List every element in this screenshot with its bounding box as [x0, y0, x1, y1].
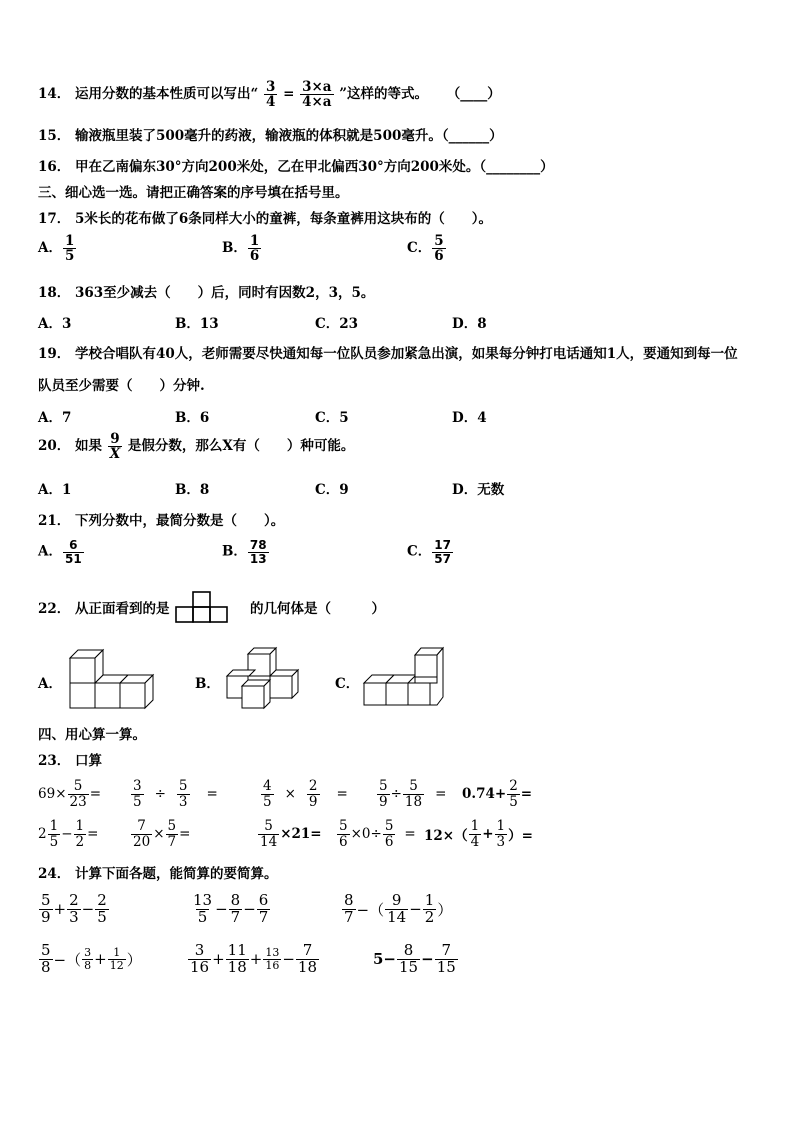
- q17-number: 17．: [38, 211, 71, 227]
- q19-option-d[interactable]: D．4: [452, 410, 487, 426]
- q23-title: 口算: [75, 753, 102, 769]
- question-19: [38, 342, 738, 362]
- q24-row-1: [0, 888, 794, 930]
- question-14: [38, 80, 501, 109]
- q17-option-b-fraction: $\frac{1}{6}$: [249, 233, 260, 265]
- q23-r1-item-d[interactable]: $\frac{5}{9}$ ÷ $\frac{5}{18}$ =: [379, 778, 447, 810]
- question-18: [38, 281, 374, 301]
- q24-item-e[interactable]: $\frac{3}{16}$ + $\frac{11}{18}$ + $\frac{13}{16}$ − $\frac{7}{18}$: [190, 940, 318, 976]
- q18-option-a[interactable]: A．3: [38, 316, 72, 332]
- q22-option-b[interactable]: B．: [195, 676, 220, 692]
- question-21: [38, 509, 284, 529]
- q21-option-b[interactable]: B． $\frac{78}{13}$: [222, 538, 267, 566]
- q19-text-line1: 学校合唱队有40人，老师需要尽快通知每一位队员参加紧急出演，如果每分钟打电话通知1人，要通知到每一位: [75, 346, 738, 362]
- q24-item-a[interactable]: $\frac{5}{9}$ + $\frac{2}{3}$ − $\frac{2}{5}$: [41, 890, 107, 926]
- q14-text-pre: 运用分数的基本性质可以写出“: [75, 86, 259, 103]
- q24-item-c[interactable]: $\frac{8}{7}$ −（ $\frac{9}{14}$ − $\frac{1}{2}$ ）: [344, 890, 453, 926]
- q20-text-pre: 如果: [75, 438, 102, 455]
- q23-r2-item-c[interactable]: $\frac{5}{14}$ ×21=: [260, 818, 322, 850]
- q19-text-line2: 队员至少需要（ ）分钟.: [38, 378, 205, 394]
- q22-option-a-figure: [68, 648, 163, 710]
- q20-option-c[interactable]: C．9: [315, 482, 349, 498]
- q23-r1-item-a[interactable]: 69 × $\frac{5}{23}$ =: [38, 778, 101, 810]
- q20-option-d[interactable]: D．无数: [452, 482, 505, 498]
- q17-option-b[interactable]: B． $\frac{1}{6}$: [222, 233, 260, 265]
- q19-option-c[interactable]: C．5: [315, 410, 349, 426]
- q22-front-view-figure: [175, 590, 230, 624]
- q23-r1-item-b[interactable]: $\frac{3}{5}$ ÷ $\frac{5}{3}$ =: [133, 778, 218, 810]
- question-15: [38, 124, 503, 144]
- q18-option-c[interactable]: C．23: [315, 316, 359, 332]
- q20-option-a[interactable]: A．1: [38, 482, 72, 498]
- q17-text: 5米长的花布做了6条同样大小的童裤，每条童裤用这块布的（ ）。: [75, 211, 493, 227]
- q22-option-c-figure: [362, 645, 447, 711]
- q23-row-1: [0, 775, 794, 813]
- q22-option-a[interactable]: A．: [38, 676, 62, 692]
- q24-row-2: [0, 938, 794, 980]
- q19-number: 19．: [38, 346, 71, 362]
- q24-item-d[interactable]: $\frac{5}{8}$ −（ $\frac{3}{8}$ + $\frac{1}{12}$ ）: [41, 940, 142, 976]
- q14-fraction-2: $\frac{3\times a}{4\times a}$: [302, 79, 332, 111]
- q17-option-a[interactable]: A． $\frac{1}{5}$: [38, 233, 75, 265]
- question-20: [38, 432, 354, 461]
- q21-option-c[interactable]: C． $\frac{17}{57}$: [407, 538, 451, 566]
- q14-equals: =: [283, 86, 295, 103]
- q18-option-b[interactable]: B．13: [175, 316, 219, 332]
- q22-option-c[interactable]: C．: [335, 676, 360, 692]
- question-22: [38, 597, 170, 617]
- q22-text-pre: 从正面看到的是: [75, 601, 170, 617]
- q24-item-b[interactable]: $\frac{13}{5}$ − $\frac{8}{7}$ − $\frac{6}{7}$: [193, 890, 269, 926]
- q24-number: 24．: [38, 866, 71, 882]
- q14-answer-blank[interactable]: （____）: [446, 86, 501, 103]
- q21-option-b-fraction: $\frac{78}{13}$: [249, 538, 267, 566]
- q24-item-f[interactable]: 5− $\frac{8}{15}$ − $\frac{7}{15}$: [373, 940, 456, 976]
- q21-text: 下列分数中，最简分数是（ ）。: [75, 513, 285, 529]
- q23-r2-item-e[interactable]: 12×（ $\frac{1}{4}$ + $\frac{1}{3}$ ）=: [424, 818, 533, 850]
- q14-fraction-1: $\frac{3}{4}$: [265, 79, 276, 111]
- q23-number: 23．: [38, 753, 71, 769]
- q20-fraction: $\frac{9}{X}$: [109, 431, 121, 463]
- q15-number: 15．: [38, 128, 71, 144]
- q23-r1-item-c[interactable]: $\frac{4}{5}$ × $\frac{2}{9}$ =: [263, 778, 348, 810]
- q24-title: 计算下面各题，能简算的要简算。: [75, 866, 278, 882]
- question-16: [38, 155, 554, 175]
- q18-number: 18．: [38, 285, 71, 301]
- section-4-heading: 四、用心算一算。: [38, 727, 146, 743]
- q21-option-c-fraction: $\frac{17}{57}$: [434, 538, 451, 566]
- q22-text-post: 的几何体是（ ）: [250, 601, 385, 617]
- section-3-heading: 三、细心选一选。请把正确答案的序号填在括号里。: [38, 185, 349, 201]
- q19-option-b[interactable]: B．6: [175, 410, 210, 426]
- question-24: [38, 862, 278, 882]
- question-17: [38, 207, 492, 227]
- q19-option-a[interactable]: A．7: [38, 410, 72, 426]
- q23-r1-item-e[interactable]: 0.74+ $\frac{2}{5}$ =: [462, 778, 533, 810]
- q14-text-post: ”这样的等式。: [339, 86, 429, 103]
- q14-number: 14．: [38, 86, 71, 103]
- q15-text: 输液瓶里装了500毫升的药液，输液瓶的体积就是500毫升。（______）: [75, 128, 503, 144]
- q18-text: 363至少减去（ ）后，同时有因数2，3，5。: [75, 285, 375, 301]
- q23-r2-item-b[interactable]: $\frac{7}{20}$ × $\frac{5}{7}$ =: [133, 818, 191, 850]
- q23-row-2: [0, 815, 794, 853]
- q16-text: 甲在乙南偏东30°方向200米处，乙在甲北偏西30°方向200米处。（________）: [75, 159, 554, 175]
- q21-option-a[interactable]: A． $\frac{6}{51}$: [38, 538, 82, 566]
- q20-number: 20．: [38, 438, 71, 455]
- q21-option-a-fraction: $\frac{6}{51}$: [64, 538, 82, 566]
- q18-option-d[interactable]: D．8: [452, 316, 487, 332]
- q21-number: 21．: [38, 513, 71, 529]
- q17-option-c[interactable]: C． $\frac{5}{6}$: [407, 233, 444, 265]
- q23-r2-item-a[interactable]: 2 $\frac{1}{5}$ − $\frac{1}{2}$ =: [38, 818, 99, 850]
- q23-r2-item-d[interactable]: $\frac{5}{6}$ ×0÷ $\frac{5}{6}$ =: [339, 818, 416, 850]
- q17-option-a-fraction: $\frac{1}{5}$: [64, 233, 75, 265]
- q22-number: 22．: [38, 601, 71, 617]
- q16-number: 16．: [38, 159, 71, 175]
- q17-option-c-fraction: $\frac{5}{6}$: [434, 233, 444, 265]
- q20-option-b[interactable]: B．8: [175, 482, 210, 498]
- q22-option-b-figure: [222, 646, 307, 712]
- q20-text-post: 是假分数，那么X有（ ）种可能。: [127, 438, 355, 455]
- question-23: [38, 749, 102, 769]
